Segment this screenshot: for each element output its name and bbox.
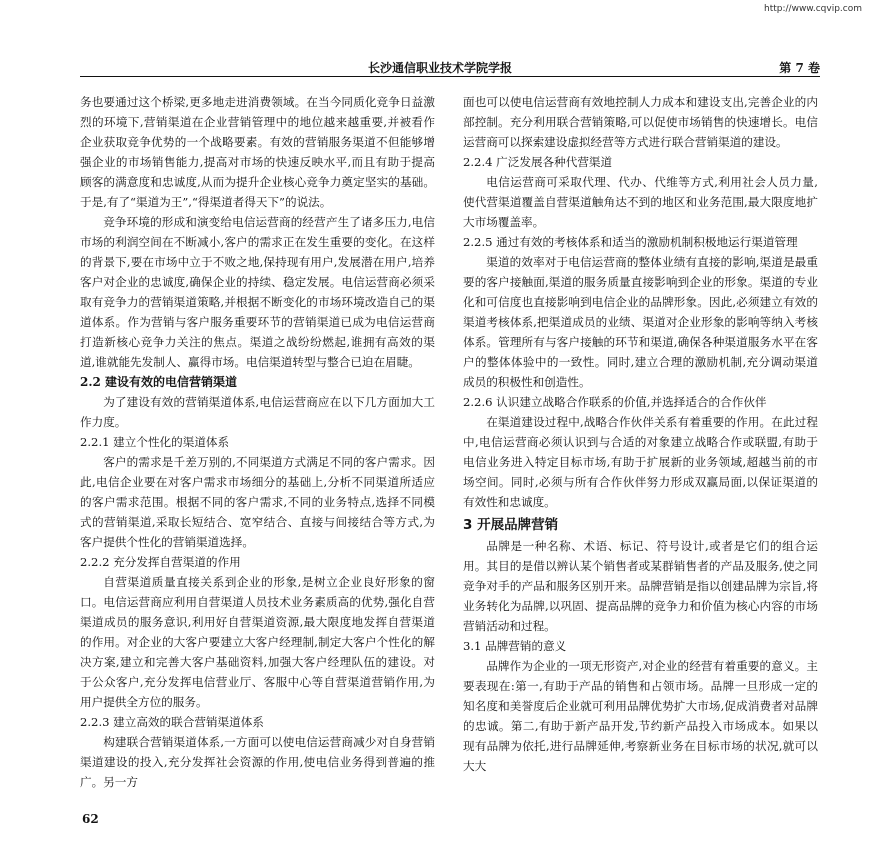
paragraph: 务也要通过这个桥梁,更多地走进消费领域。在当今同质化竞争日益激烈的环境下,营销渠道在企业营销管理中的地位越来越重要,并被看作企业获取竞争优势的一个战略要素。有效的营销服务渠道不但能够增强企业的市场销售能力,提高对市场的快速反映水平,而且有助于提高顾客的满意度和忠诚度,从而为提升企业核心竞争力奠定坚实的基础。于是,有了“渠道为王”,“得渠道者得天下”的说法。: [80, 95, 435, 209]
running-header: [80, 56, 820, 77]
paragraph: 品牌是一种名称、术语、标记、符号设计,或者是它们的组合运用。其目的是借以辨认某个销售者或某群销售者的产品及服务,使之同竞争对手的产品和服务区别开来。品牌营销是指以创建品牌为宗旨,将业务转化为品牌,以巩固、提高品牌的竞争力和价值为核心内容的市场营销活动和过程。: [463, 539, 818, 633]
subsection-heading-2-2-6: 2.2.6 认识建立战略合作联系的价值,并选择适合的合作伙伴: [463, 395, 767, 409]
paragraph: 电信运营商可采取代理、代办、代维等方式,利用社会人员力量,使代营渠道覆盖自营渠道触角达不到的地区和业务范围,最大限度地扩大市场覆盖率。: [463, 175, 818, 229]
paragraph: 构建联合营销渠道体系,一方面可以使电信运营商减少对自身营销渠道建设的投入,充分发挥社会资源的作用,使电信业务得到普遍的推广。另一方: [80, 735, 435, 789]
journal-title: 长沙通信职业技术学院学报: [368, 61, 513, 75]
paragraph: 面也可以使电信运营商有效地控制人力成本和建设支出,完善企业的内部控制。充分利用联合营销策略,可以促使市场销售的快速增长。电信运营商可以探索建设虚拟经营等方式进行联合营销渠道的建设。: [463, 95, 818, 149]
page-number: 62: [82, 812, 99, 826]
section-heading-3: 3 开展品牌营销: [463, 517, 559, 533]
paragraph: 为了建设有效的营销渠道体系,电信运营商应在以下几方面加大工作力度。: [80, 395, 435, 429]
left-column: [80, 92, 435, 792]
subsection-heading-2-2-4: 2.2.4 广泛发展各种代营渠道: [463, 155, 613, 169]
section-heading-2-2: 2.2 建设有效的电信营销渠道: [80, 375, 238, 389]
paragraph: 渠道的效率对于电信运营商的整体业绩有直接的影响,渠道是最重要的客户接触面,渠道的服务质量直接影响到企业的形象。渠道的专业化和可信度也直接影响到电信企业的品牌形象。因此,必须建立有效的渠道考核体系,把渠道成员的业绩、渠道对企业形象的影响等纳入考核体系。管理所有与客户接触的环节和渠道,确保各种渠道服务水平在客户的整体体验中的一致性。同时,建立合理的激励机制,充分调动渠道成员的积极性和创造性。: [463, 255, 818, 389]
paragraph: 竞争环境的形成和演变给电信运营商的经营产生了诸多压力,电信市场的利润空间在不断减小,客户的需求正在发生重要的变化。在这样的背景下,要在市场中立于不败之地,保持现有用户,发展潜在用户,培养客户对企业的忠诚度,确保企业的持续、稳定发展。电信运营商必须采取有竞争力的营销渠道策略,并根据不断变化的市场环境改造自己的渠道体系。作为营销与客户服务重要环节的营销渠道已成为电信运营商打造新核心竞争力关注的焦点。渠道之战纷纷燃起,谁拥有高效的渠道,谁就能先发制人、赢得市场。电信渠道转型与整合已迫在眉睫。: [80, 215, 435, 369]
paragraph: 客户的需求是千差万别的,不同渠道方式满足不同的客户需求。因此,电信企业要在对客户需求市场细分的基础上,分析不同渠道所适应的客户需求范围。根据不同的客户需求,不同的业务特点,选择不同模式的营销渠道,采取长短结合、宽窄结合、直接与间接结合等方式,为客户提供个性化的营销渠道选择。: [80, 455, 435, 549]
subsection-heading-2-2-2: 2.2.2 充分发挥自营渠道的作用: [80, 555, 241, 569]
paragraph: 自营渠道质量直接关系到企业的形象,是树立企业良好形象的窗口。电信运营商应利用自营渠道人员技术业务素质高的优势,强化自营渠道成员的服务意识,利用好自营渠道资源,最大限度地发挥自营渠道的作用。对企业的大客户要建立大客户经理制,制定大客户个性化的解决方案,建立和完善大客户基础资料,加强大客户经理队伍的建设。对于公众客户,充分发挥电信营业厅、客服中心等自营渠道营销作用,为用户提供全方位的服务。: [80, 575, 435, 709]
right-column: [463, 92, 818, 776]
subsection-heading-2-2-5: 2.2.5 通过有效的考核体系和适当的激励机制积极地运行渠道管理: [463, 235, 798, 249]
subsection-heading-2-2-1: 2.2.1 建立个性化的渠道体系: [80, 435, 230, 449]
subsection-heading-2-2-3: 2.2.3 建立高效的联合营销渠道体系: [80, 715, 264, 729]
subsection-heading-3-1: 3.1 品牌营销的意义: [463, 639, 567, 653]
watermark: http://www.cqvip.com: [764, 4, 862, 14]
paragraph: 品牌作为企业的一项无形资产,对企业的经营有着重要的意义。主要表现在:第一,有助于产品的销售和占领市场。品牌一旦形成一定的知名度和美誉度后企业就可利用品牌优势扩大市场,促成消费者对品牌的忠诚。第二,有助于新产品开发,节约新产品投入市场成本。如果以现有品牌为依托,进行品牌延伸,考察新业务在目标市场的状况,就可以大大: [463, 659, 818, 773]
paragraph: 在渠道建设过程中,战略合作伙伴关系有着重要的作用。在此过程中,电信运营商必须认识到与合适的对象建立战略合作或联盟,有助于电信业务进入特定目标市场,有助于扩展新的业务领域,超越当前的市场空间。同时,必须与所有合作伙伴努力形成双赢局面,以保证渠道的有效性和忠诚度。: [463, 415, 818, 509]
volume-label: 第 7 卷: [779, 61, 820, 75]
